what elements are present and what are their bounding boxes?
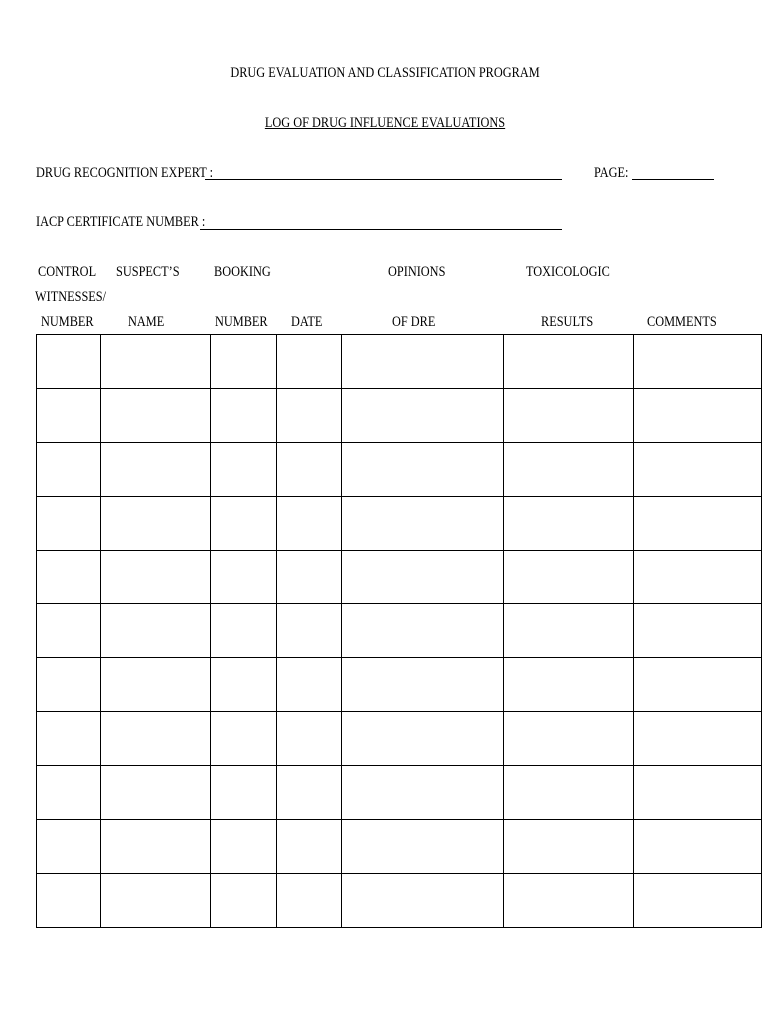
- col-header-toxicologic-line2: RESULTS: [541, 314, 594, 330]
- page-input-line[interactable]: [632, 179, 714, 180]
- table-cell-toxicologic-results[interactable]: [504, 550, 634, 604]
- table-row: [37, 712, 762, 766]
- col-header-opinions-line2: OF DRE: [392, 314, 436, 330]
- table-row: [37, 388, 762, 442]
- table-cell-date[interactable]: [277, 712, 342, 766]
- table-cell-booking-number[interactable]: [211, 550, 277, 604]
- table-cell-opinions-of-dre[interactable]: [342, 604, 504, 658]
- table-cell-toxicologic-results[interactable]: [504, 820, 634, 874]
- table-cell-opinions-of-dre[interactable]: [342, 658, 504, 712]
- table-cell-booking-number[interactable]: [211, 496, 277, 550]
- table-cell-opinions-of-dre[interactable]: [342, 335, 504, 389]
- table-cell-comments[interactable]: [634, 658, 762, 712]
- table-cell-booking-number[interactable]: [211, 873, 277, 927]
- table-cell-opinions-of-dre[interactable]: [342, 496, 504, 550]
- form-title: DRUG EVALUATION AND CLASSIFICATION PROGRAM: [230, 65, 540, 81]
- table-cell-toxicologic-results[interactable]: [504, 873, 634, 927]
- table-cell-suspect-name[interactable]: [101, 335, 211, 389]
- table-cell-opinions-of-dre[interactable]: [342, 820, 504, 874]
- table-cell-date[interactable]: [277, 388, 342, 442]
- table-cell-date[interactable]: [277, 335, 342, 389]
- col-header-booking-line1: BOOKING: [214, 264, 271, 280]
- table-row: [37, 766, 762, 820]
- table-cell-toxicologic-results[interactable]: [504, 658, 634, 712]
- iacp-input-line[interactable]: [200, 229, 562, 230]
- table-cell-control-number[interactable]: [37, 604, 101, 658]
- table-row: [37, 442, 762, 496]
- table-cell-suspect-name[interactable]: [101, 712, 211, 766]
- table-row: [37, 604, 762, 658]
- table-cell-toxicologic-results[interactable]: [504, 766, 634, 820]
- table-row: [37, 550, 762, 604]
- table-cell-comments[interactable]: [634, 820, 762, 874]
- table-cell-control-number[interactable]: [37, 712, 101, 766]
- table-cell-comments[interactable]: [634, 766, 762, 820]
- col-header-comments: COMMENTS: [647, 314, 717, 330]
- table-cell-toxicologic-results[interactable]: [504, 496, 634, 550]
- table-cell-toxicologic-results[interactable]: [504, 335, 634, 389]
- table-cell-booking-number[interactable]: [211, 442, 277, 496]
- table-cell-opinions-of-dre[interactable]: [342, 442, 504, 496]
- table-cell-suspect-name[interactable]: [101, 550, 211, 604]
- page-label: PAGE:: [594, 165, 629, 181]
- table-cell-control-number[interactable]: [37, 442, 101, 496]
- table-cell-control-number[interactable]: [37, 496, 101, 550]
- table-cell-booking-number[interactable]: [211, 604, 277, 658]
- table-cell-comments[interactable]: [634, 604, 762, 658]
- table-cell-booking-number[interactable]: [211, 712, 277, 766]
- table-cell-control-number[interactable]: [37, 766, 101, 820]
- table-row: [37, 658, 762, 712]
- dre-label: DRUG RECOGNITION EXPERT :: [36, 165, 214, 181]
- table-cell-comments[interactable]: [634, 550, 762, 604]
- table-cell-booking-number[interactable]: [211, 388, 277, 442]
- table-cell-suspect-name[interactable]: [101, 658, 211, 712]
- table-cell-suspect-name[interactable]: [101, 873, 211, 927]
- table-cell-opinions-of-dre[interactable]: [342, 712, 504, 766]
- table-cell-date[interactable]: [277, 658, 342, 712]
- iacp-label: IACP CERTIFICATE NUMBER :: [36, 214, 206, 230]
- col-header-suspect-line1: SUSPECT’S: [116, 264, 180, 280]
- table-row: [37, 335, 762, 389]
- table-cell-date[interactable]: [277, 496, 342, 550]
- table-cell-comments[interactable]: [634, 388, 762, 442]
- table-cell-control-number[interactable]: [37, 388, 101, 442]
- table-cell-toxicologic-results[interactable]: [504, 388, 634, 442]
- table-cell-comments[interactable]: [634, 496, 762, 550]
- table-cell-suspect-name[interactable]: [101, 820, 211, 874]
- table-cell-suspect-name[interactable]: [101, 388, 211, 442]
- table-cell-suspect-name[interactable]: [101, 604, 211, 658]
- dre-input-line[interactable]: [205, 179, 562, 180]
- table-cell-booking-number[interactable]: [211, 766, 277, 820]
- table-cell-date[interactable]: [277, 550, 342, 604]
- table-cell-control-number[interactable]: [37, 820, 101, 874]
- table-cell-date[interactable]: [277, 820, 342, 874]
- col-header-date: DATE: [291, 314, 323, 330]
- table-cell-comments[interactable]: [634, 873, 762, 927]
- table-cell-opinions-of-dre[interactable]: [342, 550, 504, 604]
- table-cell-comments[interactable]: [634, 335, 762, 389]
- log-table: [36, 334, 762, 928]
- table-cell-opinions-of-dre[interactable]: [342, 388, 504, 442]
- table-cell-control-number[interactable]: [37, 550, 101, 604]
- table-row: [37, 820, 762, 874]
- col-header-control-line2: NUMBER: [41, 314, 94, 330]
- table-cell-comments[interactable]: [634, 712, 762, 766]
- table-cell-suspect-name[interactable]: [101, 442, 211, 496]
- table-cell-suspect-name[interactable]: [101, 766, 211, 820]
- table-cell-date[interactable]: [277, 604, 342, 658]
- table-cell-booking-number[interactable]: [211, 820, 277, 874]
- col-header-opinions-line1: OPINIONS: [388, 264, 446, 280]
- table-cell-suspect-name[interactable]: [101, 496, 211, 550]
- table-cell-date[interactable]: [277, 766, 342, 820]
- table-cell-toxicologic-results[interactable]: [504, 442, 634, 496]
- table-cell-control-number[interactable]: [37, 335, 101, 389]
- table-cell-control-number[interactable]: [37, 873, 101, 927]
- col-header-control-line1: CONTROL: [38, 264, 97, 280]
- table-cell-booking-number[interactable]: [211, 335, 277, 389]
- table-cell-date[interactable]: [277, 442, 342, 496]
- table-cell-toxicologic-results[interactable]: [504, 604, 634, 658]
- form-subtitle: LOG OF DRUG INFLUENCE EVALUATIONS: [264, 115, 506, 131]
- table-cell-toxicologic-results[interactable]: [504, 712, 634, 766]
- table-cell-control-number[interactable]: [37, 658, 101, 712]
- table-cell-opinions-of-dre[interactable]: [342, 873, 504, 927]
- col-header-suspect-line2: NAME: [128, 314, 165, 330]
- table-cell-date[interactable]: [277, 873, 342, 927]
- table-cell-comments[interactable]: [634, 442, 762, 496]
- table-row: [37, 496, 762, 550]
- table-cell-opinions-of-dre[interactable]: [342, 766, 504, 820]
- table-row: [37, 873, 762, 927]
- col-header-toxicologic-line1: TOXICOLOGIC: [526, 264, 610, 280]
- table-cell-booking-number[interactable]: [211, 658, 277, 712]
- col-header-witnesses: WITNESSES/: [35, 289, 107, 305]
- col-header-booking-line2: NUMBER: [215, 314, 268, 330]
